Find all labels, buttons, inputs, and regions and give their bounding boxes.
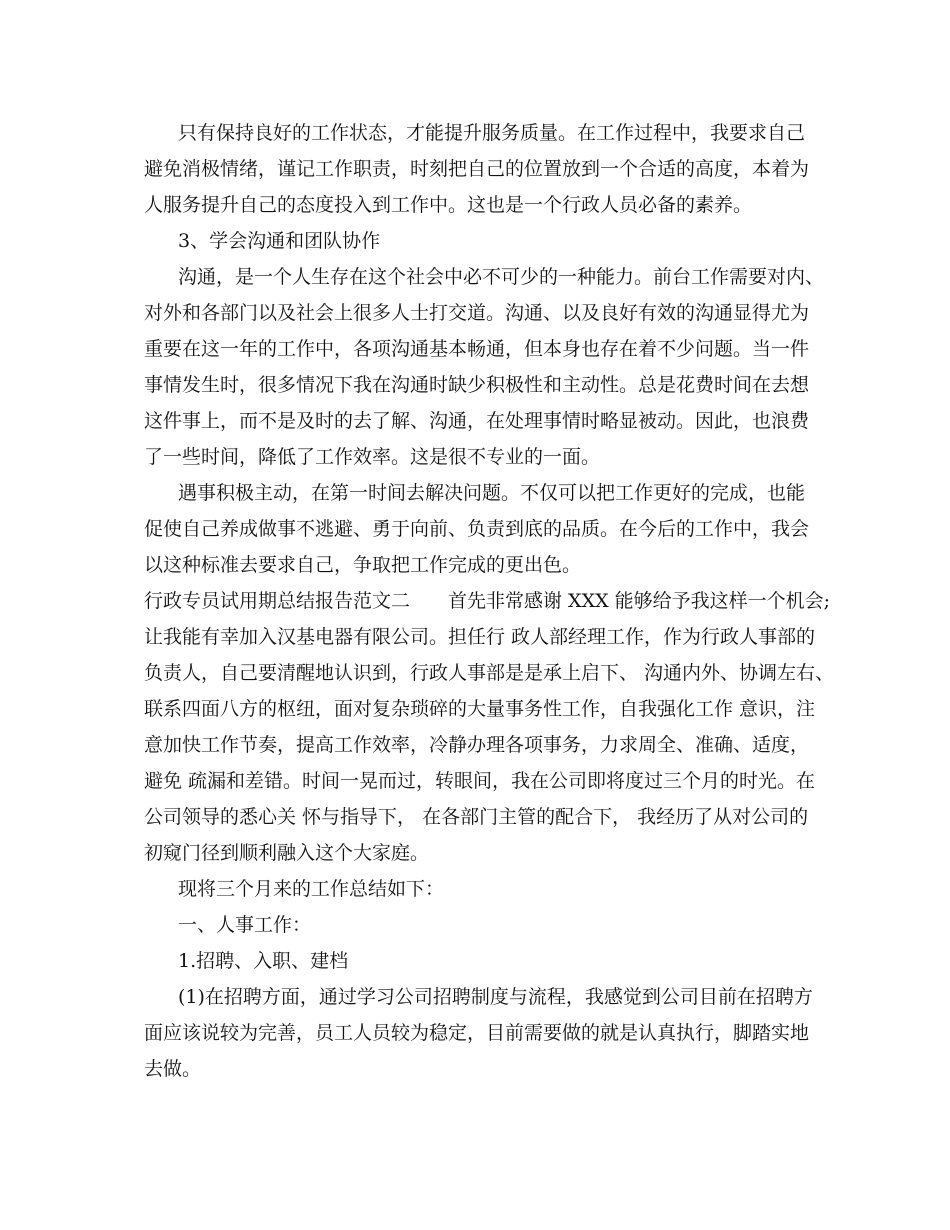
text-line: 避免消极情绪，谨记工作职责，时刻把自己的位置放到一个合适的高度，本着为 (144, 158, 810, 180)
text-line: 3、学会沟通和团队协作 (178, 230, 381, 252)
text-line: 沟通，是一个人生存在这个社会中必不可少的一种能力。前台工作需要对内、 (178, 266, 825, 288)
document-body (144, 115, 835, 1087)
text-line: 这件事上，而不是及时的去了解、沟通，在处理事情时略显被动。因此，也浪费 (144, 410, 810, 432)
text-line: 面应该说较为完善，员工人员较为稳定，目前需要做的就是认真执行，脚踏实地 (144, 1022, 810, 1044)
text-line: 去做。 (144, 1058, 202, 1080)
text-line: 意加快工作节奏，提高工作效率，冷静办理各项事务，力求周全、准确、适度， (144, 734, 810, 756)
text-line: 只有保持良好的工作状态，才能提升服务质量。在工作过程中，我要求自己 (178, 122, 806, 144)
text-line: 促使自己养成做事不逃避、勇于向前、负责到底的品质。在今后的工作中，我会 (144, 518, 810, 540)
text-line: 联系四面八方的枢纽，面对复杂琐碎的大量事务性工作，自我强化工作 意识，注 (144, 698, 816, 720)
text-line: 人服务提升自己的态度投入到工作中。这也是一个行政人员必备的素养。 (144, 194, 753, 216)
text-line: 让我能有幸加入汉基电器有限公司。担任行 政人部经理工作，作为行政人事部的 (144, 626, 816, 648)
text-line: 重要在这一年的工作中，各项沟通基本畅通，但本身也存在着不少问题。当一件 (144, 338, 810, 360)
text-line: 了一些时间，降低了工作效率。这是很不专业的一面。 (144, 446, 601, 468)
text-line: 以这种标准去要求自己，争取把工作完成的更出色。 (144, 554, 582, 576)
text-line: 初窥门径到顺利融入这个大家庭。 (144, 842, 430, 864)
text-line: 行政专员试用期总结报告范文二 首先非常感谢 XXX 能够给予我这样一个机会; (144, 590, 831, 612)
text-line: 遇事积极主动，在第一时间去解决问题。不仅可以把工作更好的完成，也能 (178, 482, 806, 504)
text-line: 一、人事工作： (178, 914, 312, 936)
text-line: 避免 疏漏和差错。时间一晃而过，转眼间，我在公司即将度过三个月的时光。在 (144, 770, 816, 792)
text-line: 公司领导的悉心关 怀与指导下， 在各部门主管的配合下， 我经历了从对公司的 (144, 806, 809, 828)
text-line: 对外和各部门以及社会上很多人士打交道。沟通、以及良好有效的沟通显得尤为 (144, 302, 810, 324)
text-line: 事情发生时，很多情况下我在沟通时缺少积极性和主动性。总是花费时间在去想 (144, 374, 810, 396)
text-line: 负责人，自己要清醒地认识到，行政人事部是是承上启下、 沟通内外、协调左右、 (144, 662, 835, 684)
text-line: 现将三个月来的工作总结如下： (178, 878, 445, 900)
text-line: (1)在招聘方面，通过学习公司招聘制度与流程，我感觉到公司目前在招聘方 (178, 986, 813, 1008)
text-line: 1.招聘、入职、建档 (178, 950, 349, 972)
